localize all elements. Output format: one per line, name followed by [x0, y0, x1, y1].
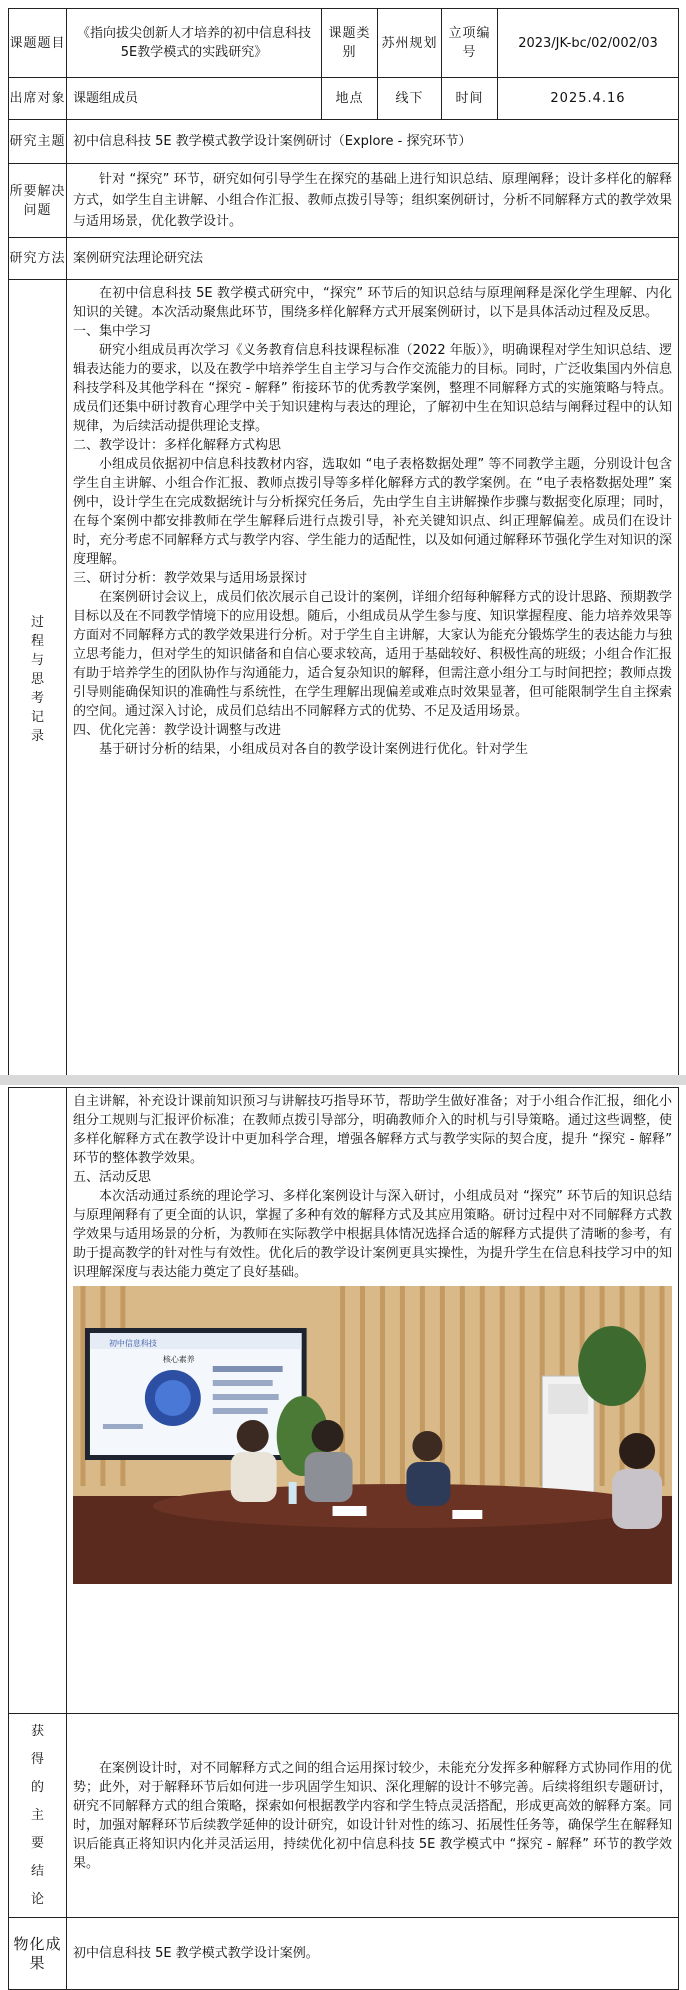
photo-screen-title: 核心素养 — [162, 1354, 195, 1365]
location-label: 地点 — [322, 78, 378, 120]
research-topic-value: 初中信息科技 5E 教学模式教学设计案例研讨（Explore - 探究环节） — [67, 120, 679, 164]
research-topic-label: 研究主题 — [9, 120, 67, 164]
topic-value: 《指向拔尖创新人才培养的初中信息科技5E教学模式的实践研究》 — [67, 9, 322, 78]
section-body-1: 研究小组成员再次学习《义务教育信息科技课程标准（2022 年版）》，明确课程对学生知识总结、逻辑表达能力的要求，以及在教学中培养学生自主学习与合作交流能力的目标。同时，广泛收集国内外信息科技学科及其他学科在 “探究 - 解释” 衔接环节的优秀教学案例，整理不同解释方式的实施策略与特点。成员们还集中研讨教育心理学中关于知识建构与表达的理论，了解初中生在知识总结与阐释过程中的认知规律，为后续活动提供理论支撑。 — [73, 343, 672, 434]
section-title-4: 四、优化完善：教学设计调整与改进 — [73, 723, 282, 738]
outcome-label: 物化成果 — [9, 1918, 67, 1990]
outcome-value: 初中信息科技 5E 教学模式教学设计案例。 — [67, 1918, 679, 1990]
time-value: 2025.4.16 — [498, 78, 679, 120]
process-intro: 在初中信息科技 5E 教学模式研究中，“探究” 环节后的知识总结与原理阐释是深化学生理解、内化知识的关键。本次活动聚焦此环节，围绕多样化解释方式开展案例研讨，以下是具体活动过程及反思。 — [73, 286, 672, 320]
method-label: 研究方法 — [9, 238, 67, 280]
section-title-1: 一、集中学习 — [73, 324, 152, 339]
section-body-4b: 自主讲解，补充设计课前知识预习与讲解技巧指导环节，帮助学生做好准备；对于小组合作汇报，细化小组分工规则与汇报评价标准；在教师点拨引导部分，明确教师介入的时机与引导策略。通过这些调整，使多样化解释方式在教学设计中更加科学合理，增强各解释方式与教学实际的契合度，提升 “探究 - 解释” 环节的整体教学效果。 — [73, 1094, 672, 1166]
meeting-photo-illustration — [73, 1286, 672, 1584]
process-record — [67, 280, 679, 1079]
project-no-label: 立项编号 — [442, 9, 498, 78]
section-title-3: 三、研讨分析：教学效果与适用场景探讨 — [73, 571, 308, 586]
process-label: 过 程 与 思 考 记 录 — [9, 280, 67, 1079]
activity-photo — [73, 1286, 672, 1584]
category-label: 课题类别 — [322, 9, 378, 78]
section-body-5: 本次活动通过系统的理论学习、多样化案例设计与深入研讨，小组成员对 “探究” 环节后的知识总结与原理阐释有了更全面的认识，掌握了多种有效的解释方式及其应用策略。研讨过程中对不同解释方式教学效果与适用场景的分析，为教师在实际教学中根据具体情况选择合适的解释方式提供了清晰的参考，有助于提高教学的针对性与有效性。优化后的教学设计案例更具实操性，为提升学生在信息科技学习中的知识理解深度与表达能力奠定了良好基础。 — [73, 1189, 672, 1280]
conclusion-label: 获 得 的 主 要 结 论 — [9, 1714, 67, 1918]
section-title-5: 五、活动反思 — [73, 1170, 152, 1185]
conclusion-value: 在案例设计时，对不同解释方式之间的组合运用探讨较少，未能充分发挥多种解释方式协同作用的优势；此外，对于解释环节后如何进一步巩固学生知识、深化理解的设计不够完善。后续将组织专题研讨，研究不同解释方式的组合策略，探索如何根据教学内容和学生特点灵活搭配，形成更高效的解释方案。同时，加强对解释环节后续教学延伸的设计研究，如设计针对性的练习、拓展性任务等，确保学生在解释知识后能真正将知识内化并灵活运用，持续优化初中信息科技 5E 教学模式中 “探究 - 解释” 环节的教学效果。 — [67, 1714, 679, 1918]
project-no-value: 2023/JK-bc/02/002/03 — [498, 9, 679, 78]
method-value: 案例研究法理论研究法 — [67, 238, 679, 280]
section-body-3: 在案例研讨会议上，成员们依次展示自己设计的案例，详细介绍每种解释方式的设计思路、预期教学目标以及在不同教学情境下的应用设想。随后，小组成员从学生参与度、知识掌握程度、能力培养效果等方面对不同解释方式的教学效果进行分析。对于学生自主讲解，大家认为能充分锻炼学生的表达能力与独立思考能力，但对学生的知识储备和自信心要求较高，适用于基础较好、积极性高的班级；小组合作汇报有助于培养学生的团队协作与沟通能力，适合复杂知识的解释，但需注意小组分工与时间把控；教师点拨引导则能确保知识的准确性与系统性，在学生理解出现偏差或难点时效果显著，但可能限制学生自主探索的空间。通过深入讨论，成员们总结出不同解释方式的优势、不足及适用场景。 — [73, 590, 672, 719]
section-body-4a: 基于研讨分析的结果，小组成员对各自的教学设计案例进行优化。针对学生 — [99, 742, 529, 757]
problems-value: 针对 “探究” 环节，研究如何引导学生在探究的基础上进行知识总结、原理阐释；设计多样化的解释方式，如学生自主讲解、小组合作汇报、教师点拨引导等；组织案例研讨，分析不同解释方式的教学效果与适用场景，优化教学设计。 — [67, 164, 679, 238]
time-label: 时间 — [442, 78, 498, 120]
category-value: 苏州规划 — [378, 9, 442, 78]
record-table-page1 — [8, 8, 679, 1079]
section-body-2: 小组成员依据初中信息科技教材内容，选取如 “电子表格数据处理” 等不同教学主题，分别设计包含学生自主讲解、小组合作汇报、教师点拨引导等多样化解释方式的教学案例。在 “电子表格数据处理” 案例中，设计学生在完成数据统计与分析探究任务后，先由学生自主讲解操作步骤与数据变化原理；同时，在每个案例中都安排教师在学生解释后进行点拨引导，补充关键知识点、纠正理解偏差。成员们在设计时，充分考虑不同解释方式与教学内容、学生能力的适配性，以及如何通过解释环节强化学生对知识的深度理解。 — [73, 457, 672, 567]
record-table-page2 — [8, 1087, 679, 1990]
page-separator — [0, 1075, 686, 1085]
location-value: 线下 — [378, 78, 442, 120]
problems-label: 所要解决问题 — [9, 164, 67, 238]
photo-screen-logo: 初中信息科技 — [108, 1338, 157, 1349]
attendees-label: 出席对象 — [9, 78, 67, 120]
topic-label: 课题题目 — [9, 9, 67, 78]
attendees-value: 课题组成员 — [67, 78, 322, 120]
process-record-continued — [67, 1088, 679, 1714]
section-title-2: 二、教学设计：多样化解释方式构思 — [73, 438, 282, 453]
process-label-continued — [9, 1088, 67, 1714]
